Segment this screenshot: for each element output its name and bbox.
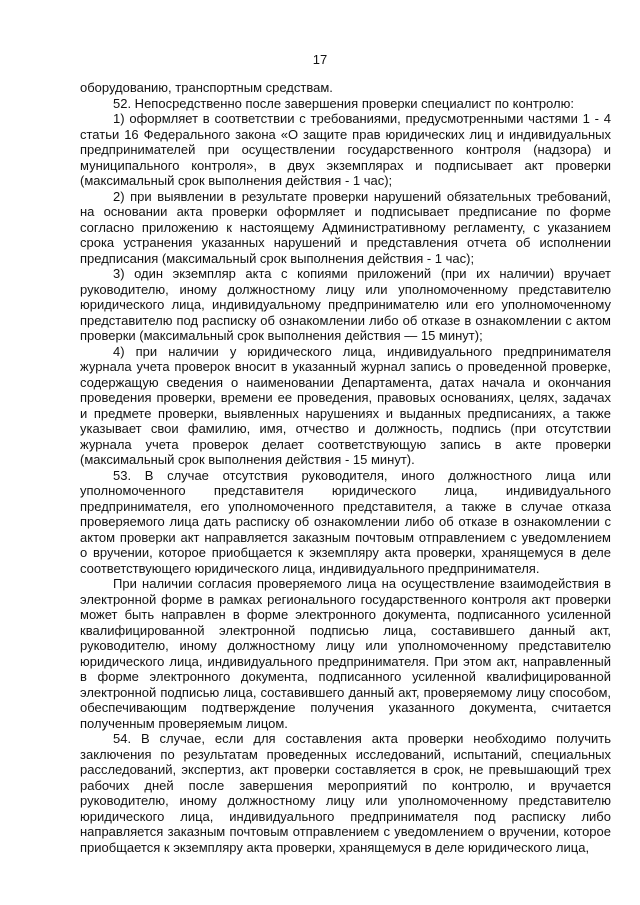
- paragraph-subitem-1: 1) оформляет в соответствии с требованиями, предусмотренными частями 1 - 4 статьи 16 Федерального закона «О защите прав юридических лиц и индивидуальных предпринимателей при осуществлении государственного контроля (надзора) и муниципального контроля», в двух экземплярах и подписывает акт проверки (максимальный срок выполнения действия - 1 час);: [80, 111, 611, 188]
- paragraph-item-52: 52. Непосредственно после завершения проверки специалист по контролю:: [113, 95, 574, 111]
- paragraph-item-54: 54. В случае, если для составления акта проверки необходимо получить заключения по результатам проведенных исследований, испытаний, специальных расследований, экспертиз, акт проверки составляется в срок, не превышающий трех рабочих дней после завершения мероприятий по контролю, и вручается руководителю, иному должностному лицу или уполномоченному представителю юридического лица, индивидуального предпринимателя под расписку либо направляется заказным почтовым отправлением с уведомлением о вручении, которое приобщается к экземпляру акта проверки, хранящемуся в деле юридического лица,: [80, 731, 611, 855]
- paragraph-subitem-3: 3) один экземпляр акта с копиями приложений (при их наличии) вручает руководителю, иному должностному лицу или уполномоченному представителю юридического лица, индивидуальному предпринимателю или его уполномоченному представителю под расписку об ознакомлении либо об отказе в ознакомлении с актом проверки (максимальный срок выполнения действия — 15 минут);: [80, 266, 611, 343]
- paragraph-electronic-form: При наличии согласия проверяемого лица на осуществление взаимодействия в электронной форме в рамках регионального государственного контроля акт проверки может быть направлен в форме электронного документа, подписанного усиленной квалифицированной электронной подписью лица, составившего данный акт, руководителю, иному должностному лицу или уполномоченному представителю юридического лица, индивидуального предпринимателя. При этом акт, направленный в форме электронного документа, подписанного усиленной квалифицированной электронной подписью лица, составившего данный акт, проверяемому лицу способом, обеспечивающим подтверждение получения указанного документа, считается полученным проверяемым лицом.: [80, 576, 611, 731]
- document-body: [80, 80, 611, 855]
- paragraph-subitem-4: 4) при наличии у юридического лица, индивидуального предпринимателя журнала учета проверок вносит в указанный журнал запись о проведенной проверке, содержащую сведения о наименовании Департамента, датах начала и окончания проведения проверки, времени ее проведения, правовых основаниях, целях, задачах и предмете проверки, выявленных нарушениях и выданных предписаниях, а также указывает свои фамилию, имя, отчество и должность, подпись (при отсутствии журнала учета проверок делает соответствующую запись в акте проверки (максимальный срок выполнения действия - 15 минут).: [80, 343, 611, 467]
- paragraph-item-53: 53. В случае отсутствия руководителя, иного должностного лица или уполномоченного представителя юридического лица, индивидуального предпринимателя, его уполномоченного представителя, а также в случае отказа проверяемого лица дать расписку об ознакомлении либо об отказе в ознакомлении с актом проверки акт направляется заказным почтовым отправлением с уведомлением о вручении, которое приобщается к экземпляру акта проверки, хранящемуся в деле соответствующего юридического лица, индивидуального предпринимателя.: [80, 467, 611, 576]
- paragraph-continuation: оборудованию, транспортным средствам.: [80, 80, 333, 95]
- page-number: 17: [312, 52, 328, 67]
- paragraph-subitem-2: 2) при выявлении в результате проверки нарушений обязательных требований, на основании акта проверки оформляет и подписывает предписание по форме согласно приложению к настоящему Административному регламенту, с указанием срока устранения указанных нарушений и представления отчета об исполнении предписания (максимальный срок выполнения действия - 1 час);: [80, 188, 611, 266]
